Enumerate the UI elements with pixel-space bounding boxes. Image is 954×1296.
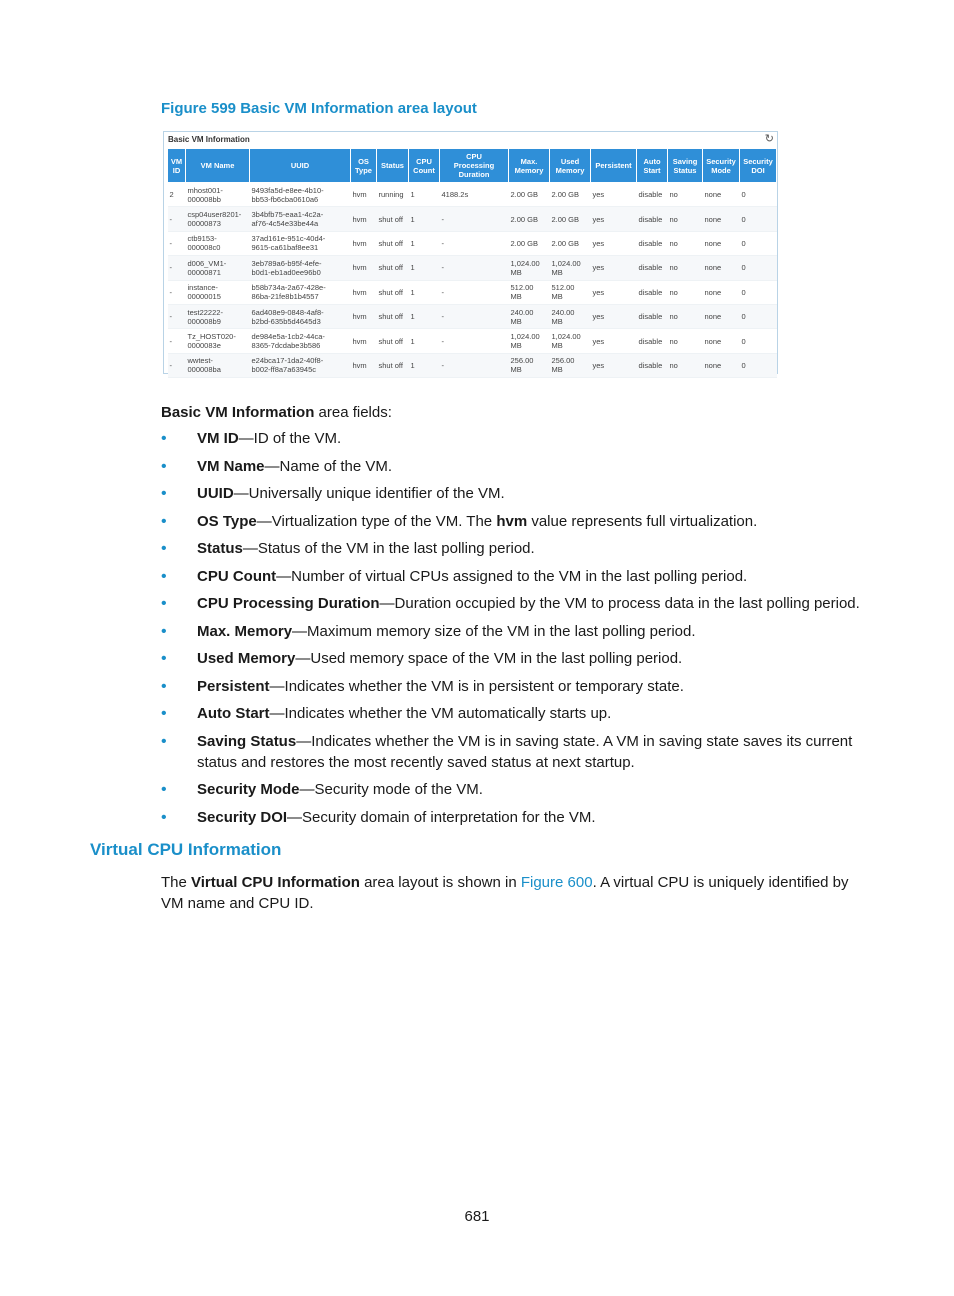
bullet-icon: •: [161, 650, 167, 667]
text-run: . A virtual CPU is uniquely identified by VM name and CPU ID.: [161, 874, 849, 912]
table-cell: -: [168, 207, 186, 231]
field-term: CPU Count: [197, 567, 277, 585]
text-run: The: [161, 874, 192, 891]
table-cell: 1: [409, 353, 440, 377]
vm-table: [167, 148, 777, 378]
table-cell: Tz_HOST020- 0000083e: [186, 329, 250, 353]
list-item: [161, 731, 866, 773]
table-cell: yes: [591, 231, 637, 255]
field-term: Status: [197, 540, 243, 557]
table-cell: yes: [591, 256, 637, 280]
table-cell: none: [703, 329, 740, 353]
field-desc: —Maximum memory size of the VM in the last polling period.: [292, 622, 696, 640]
table-cell: no: [668, 280, 703, 304]
table-cell: disable: [637, 304, 668, 328]
table-row[interactable]: [168, 256, 777, 280]
column-header[interactable]: VM ID: [168, 149, 186, 183]
table-cell: 2.00 GB: [509, 231, 550, 255]
table-cell: -: [440, 329, 509, 353]
table-cell: shut off: [377, 304, 409, 328]
table-cell: -: [168, 353, 186, 377]
column-header[interactable]: Persistent: [591, 149, 637, 183]
table-header-row: [168, 149, 777, 183]
table-cell: disable: [637, 280, 668, 304]
bullet-icon: •: [161, 622, 167, 640]
table-cell: hvm: [351, 256, 377, 280]
table-cell: yes: [591, 353, 637, 377]
table-cell: 3eb789a6-b95f-4efe- b0d1-eb1ad0ee96b0: [250, 256, 351, 280]
table-cell: -: [168, 329, 186, 353]
bullet-icon: •: [161, 430, 167, 447]
table-row[interactable]: [168, 329, 777, 353]
table-cell: yes: [591, 207, 637, 231]
list-item: [161, 483, 866, 504]
table-cell: hvm: [351, 304, 377, 328]
table-cell: none: [703, 207, 740, 231]
table-cell: none: [703, 280, 740, 304]
table-cell: -: [440, 353, 509, 377]
table-row[interactable]: [168, 207, 777, 231]
table-cell: ctb9153- 000008c0: [186, 231, 250, 255]
bullet-icon: •: [161, 512, 167, 530]
list-item: [161, 593, 866, 614]
table-cell: disable: [637, 207, 668, 231]
column-header[interactable]: UUID: [250, 149, 351, 183]
table-cell: 1: [409, 256, 440, 280]
list-item: [161, 538, 866, 559]
text-bold: Virtual CPU Information: [191, 874, 360, 891]
table-cell: 0: [740, 353, 777, 377]
table-cell: -: [168, 231, 186, 255]
panel-title: Basic VM Information: [168, 135, 250, 144]
table-row[interactable]: [168, 353, 777, 377]
column-header[interactable]: Used Memory: [550, 149, 591, 183]
basic-vm-info-panel: [163, 131, 778, 374]
intro-bold: Basic VM Information: [161, 404, 315, 421]
table-cell: yes: [591, 280, 637, 304]
intro-paragraph: [161, 402, 866, 423]
table-cell: 37ad161e-951c-40d4- 9615-ca61baf8ee31: [250, 231, 351, 255]
table-cell: 0: [740, 280, 777, 304]
table-cell: csp04user8201- 00000873: [186, 207, 250, 231]
table-cell: de984e5a-1cb2-44ca- 8365-7dcdabe3b586: [250, 329, 351, 353]
table-cell: 512.00 MB: [550, 280, 591, 304]
list-item: [161, 621, 866, 642]
bullet-icon: •: [161, 781, 167, 798]
bullet-icon: •: [161, 485, 167, 502]
table-cell: shut off: [377, 256, 409, 280]
table-cell: 6ad408e9-0848-4af8- b2bd-635b5d4645d3: [250, 304, 351, 328]
field-term: CPU Processing Duration: [197, 595, 380, 612]
bullet-icon: •: [161, 595, 167, 612]
table-cell: none: [703, 231, 740, 255]
field-term: Max. Memory: [197, 622, 293, 640]
table-cell: none: [703, 304, 740, 328]
table-cell: 0: [740, 231, 777, 255]
table-cell: 4188.2s: [440, 183, 509, 207]
table-cell: 256.00 MB: [509, 353, 550, 377]
table-cell: shut off: [377, 353, 409, 377]
table-cell: 1,024.00 MB: [509, 329, 550, 353]
column-header[interactable]: Auto Start: [637, 149, 668, 183]
table-cell: -: [440, 280, 509, 304]
bullet-icon: •: [161, 540, 167, 557]
column-header[interactable]: Security DOI: [740, 149, 777, 183]
column-header[interactable]: CPU Processing Duration: [440, 149, 509, 183]
table-cell: hvm: [351, 280, 377, 304]
bullet-icon: •: [161, 457, 167, 475]
table-cell: hvm: [351, 329, 377, 353]
table-row[interactable]: [168, 280, 777, 304]
field-desc: —Indicates whether the VM is in saving state. A VM in saving state saves its current status and restores the most recently saved status at next startup.: [197, 732, 853, 771]
table-cell: no: [668, 183, 703, 207]
table-cell: -: [168, 280, 186, 304]
field-desc: —Number of virtual CPUs assigned to the VM in the last polling period.: [276, 567, 748, 585]
table-cell: -: [440, 304, 509, 328]
table-cell: -: [440, 207, 509, 231]
table-cell: 240.00 MB: [509, 304, 550, 328]
table-cell: 1,024.00 MB: [550, 256, 591, 280]
field-term: Persistent: [197, 677, 270, 695]
column-header[interactable]: Saving Status: [668, 149, 703, 183]
table-cell: no: [668, 256, 703, 280]
table-cell: 2.00 GB: [509, 183, 550, 207]
column-header[interactable]: Security Mode: [703, 149, 740, 183]
field-term: Security DOI: [197, 808, 288, 826]
bullet-icon: •: [161, 808, 167, 826]
list-item: [161, 511, 866, 532]
table-cell: no: [668, 329, 703, 353]
table-cell: 0: [740, 207, 777, 231]
table-cell: d006_VM1- 00000871: [186, 256, 250, 280]
bullet-icon: •: [161, 677, 167, 695]
table-cell: -: [440, 231, 509, 255]
table-cell: disable: [637, 231, 668, 255]
table-cell: 1: [409, 280, 440, 304]
field-desc: —Used memory space of the VM in the last polling period.: [295, 650, 683, 667]
table-row[interactable]: [168, 231, 777, 255]
bullet-icon: •: [161, 732, 167, 750]
table-cell: no: [668, 353, 703, 377]
table-cell: 1: [409, 304, 440, 328]
table-cell: -: [168, 304, 186, 328]
field-desc: —Virtualization type of the VM. The: [256, 512, 497, 530]
table-cell: 9493fa5d-e8ee-4b10- bb53-fb6cba0610a6: [250, 183, 351, 207]
table-cell: disable: [637, 256, 668, 280]
page-number: 681: [464, 1208, 490, 1225]
table-cell: 1: [409, 231, 440, 255]
list-item: [161, 703, 866, 724]
table-cell: 0: [740, 329, 777, 353]
list-item: [161, 456, 866, 477]
list-item: [161, 566, 866, 587]
field-list: [161, 428, 866, 834]
table-cell: disable: [637, 183, 668, 207]
bullet-icon: •: [161, 567, 167, 585]
table-cell: 256.00 MB: [550, 353, 591, 377]
table-cell: none: [703, 183, 740, 207]
field-term: Auto Start: [197, 705, 270, 722]
table-cell: 2.00 GB: [550, 231, 591, 255]
table-cell: test22222- 000008b9: [186, 304, 250, 328]
table-cell: 0: [740, 304, 777, 328]
table-cell: 1,024.00 MB: [509, 256, 550, 280]
table-cell: 240.00 MB: [550, 304, 591, 328]
table-cell: no: [668, 304, 703, 328]
section-paragraph: [161, 872, 866, 914]
list-item: [161, 676, 866, 697]
field-desc: —Status of the VM in the last polling period.: [242, 540, 535, 557]
table-cell: 1: [409, 183, 440, 207]
table-cell: shut off: [377, 231, 409, 255]
table-cell: none: [703, 353, 740, 377]
table-cell: 512.00 MB: [509, 280, 550, 304]
field-desc: value represents full virtualization.: [527, 512, 758, 530]
table-cell: -: [440, 256, 509, 280]
table-cell: 2.00 GB: [550, 207, 591, 231]
table-cell: hvm: [351, 231, 377, 255]
table-cell: none: [703, 256, 740, 280]
field-term: VM ID: [197, 430, 239, 447]
table-cell: disable: [637, 329, 668, 353]
text-run: area layout is shown in: [359, 874, 521, 891]
field-desc: —Security domain of interpretation for the VM.: [287, 808, 596, 826]
field-desc: —Indicates whether the VM automatically starts up.: [269, 705, 612, 722]
field-desc: —ID of the VM.: [238, 430, 342, 447]
field-term: Security Mode: [197, 781, 300, 798]
column-header[interactable]: Status: [377, 149, 409, 183]
table-cell: 1: [409, 207, 440, 231]
refresh-icon[interactable]: ↻: [764, 133, 774, 145]
field-desc: —Universally unique identifier of the VM.: [233, 485, 505, 502]
table-cell: mhost001- 000008bb: [186, 183, 250, 207]
field-term: Saving Status: [197, 732, 297, 750]
table-cell: hvm: [351, 207, 377, 231]
table-cell: no: [668, 231, 703, 255]
field-desc: —Security mode of the VM.: [299, 781, 483, 798]
intro-rest: area fields:: [314, 404, 392, 421]
table-cell: shut off: [377, 207, 409, 231]
list-item: [161, 807, 866, 828]
table-cell: 1,024.00 MB: [550, 329, 591, 353]
table-cell: shut off: [377, 280, 409, 304]
table-cell: 2: [168, 183, 186, 207]
table-cell: instance- 00000015: [186, 280, 250, 304]
figure-link[interactable]: Figure 600: [520, 874, 593, 891]
table-cell: 1: [409, 329, 440, 353]
column-header[interactable]: CPU Count: [409, 149, 440, 183]
table-cell: running: [377, 183, 409, 207]
list-item: [161, 428, 866, 449]
table-cell: 0: [740, 256, 777, 280]
section-heading: Virtual CPU Information: [90, 840, 282, 859]
list-item: [161, 648, 866, 669]
field-desc: —Indicates whether the VM is in persistent or temporary state.: [269, 677, 684, 695]
table-cell: no: [668, 207, 703, 231]
table-cell: wwtest- 000008ba: [186, 353, 250, 377]
column-header[interactable]: Max. Memory: [509, 149, 550, 183]
table-cell: 0: [740, 183, 777, 207]
column-header[interactable]: VM Name: [186, 149, 250, 183]
table-cell: yes: [591, 183, 637, 207]
field-term: UUID: [197, 485, 234, 502]
bullet-icon: •: [161, 705, 167, 722]
table-row[interactable]: [168, 304, 777, 328]
field-value-bold: hvm: [496, 512, 528, 530]
table-cell: -: [168, 256, 186, 280]
table-row[interactable]: [168, 183, 777, 207]
table-cell: b58b734a-2a67-428e- 86ba-21fe8b1b4557: [250, 280, 351, 304]
table-cell: 2.00 GB: [550, 183, 591, 207]
figure-caption: Figure 599 Basic VM Information area layout: [161, 100, 477, 117]
table-cell: 2.00 GB: [509, 207, 550, 231]
table-cell: disable: [637, 353, 668, 377]
field-term: OS Type: [197, 512, 257, 530]
table-cell: yes: [591, 304, 637, 328]
table-cell: hvm: [351, 353, 377, 377]
table-cell: hvm: [351, 183, 377, 207]
table-cell: e24bca17-1da2-40f8- b002-ff8a7a63945c: [250, 353, 351, 377]
table-cell: yes: [591, 329, 637, 353]
table-cell: 3b4bfb75-eaa1-4c2a- af76-4c54e33be44a: [250, 207, 351, 231]
field-term: Used Memory: [197, 650, 296, 667]
field-desc: —Duration occupied by the VM to process data in the last polling period.: [379, 595, 860, 612]
table-cell: shut off: [377, 329, 409, 353]
column-header[interactable]: OS Type: [351, 149, 377, 183]
field-term: VM Name: [197, 457, 265, 475]
field-desc: —Name of the VM.: [264, 457, 393, 475]
list-item: [161, 779, 866, 800]
